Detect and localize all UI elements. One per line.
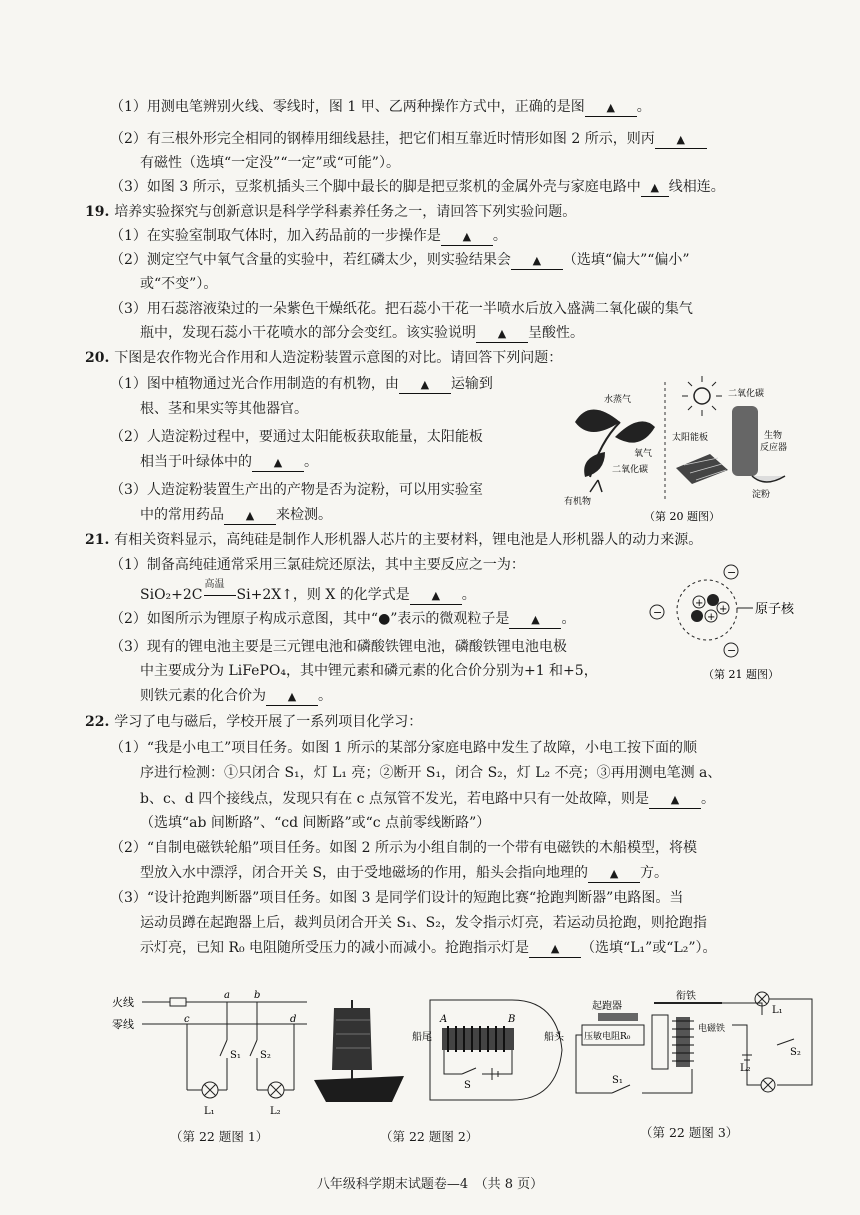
answer-blank[interactable]: ▲: [399, 376, 451, 394]
q22-figure2: [312, 990, 572, 1120]
point-b: b: [254, 990, 261, 1001]
q21-part2: [110, 609, 575, 629]
svg-text:−: −: [727, 566, 737, 579]
text: 来检测。: [276, 507, 332, 523]
text: （2）测定空气中氧气含量的实验中，若红磷太少，则实验结果会: [110, 252, 511, 268]
answer-blank[interactable]: ▲: [585, 99, 637, 117]
q20-part3: （3）人造淀粉装置生产出的产物是否为淀粉，可以用实验室: [110, 482, 483, 498]
answer-blank[interactable]: ▲: [441, 228, 493, 246]
text: 方。: [640, 865, 669, 881]
q19-part1: [110, 226, 507, 246]
text: 有相关资料显示，高纯硅是制作人形机器人芯片的主要材料，锂电池是人形机器人的动力来源。: [114, 532, 703, 548]
q19-part3-cont: [140, 323, 584, 343]
label-armature: 衔铁: [676, 991, 696, 1002]
answer-blank[interactable]: ▲: [655, 131, 707, 149]
q22-figure1: [112, 990, 312, 1120]
text: 培养实验探究与创新意识是科学学科素养任务之一，请回答下列实验问题。: [114, 204, 577, 220]
answer-blank[interactable]: ▲: [476, 325, 528, 343]
q22-part1: （1）“我是小电工”项目任务。如图 1 所示的某部分家庭电路中发生了故障，小电工按下面的顺: [110, 740, 698, 756]
label-nucleus: 原子核: [755, 602, 795, 617]
label-water-vapor: 水蒸气: [604, 395, 632, 405]
text: （2）有三根外形完全相同的钢棒用细线悬挂，把它们相互靠近时情形如图 2 所示，则丙: [110, 131, 655, 147]
figure-caption: （第 22 题图 1）: [170, 1129, 269, 1144]
q22-part1-cont: 序进行检测：①只闭合 S₁，灯 L₁ 亮；②断开 S₁，闭合 S₂，灯 L₂ 不亮；③再用测电笔测 a、: [140, 765, 722, 781]
point-c: c: [184, 1014, 190, 1025]
q19-part2: [110, 250, 690, 270]
svg-text:+: +: [707, 612, 716, 623]
switch-s2-label: S₂: [790, 1047, 801, 1058]
text: 运输到: [450, 376, 493, 392]
end-a: A: [440, 1014, 448, 1025]
lamp-l2-label: L₂: [740, 1063, 751, 1074]
question-number: 19.: [85, 204, 110, 220]
text: （2）如图所示为锂原子构成示意图，其中“●”表示的微观粒子是: [110, 611, 510, 627]
q21-part1: （1）制备高纯硅通常采用三氯硅烷还原法，其中主要反应之一为：: [110, 557, 525, 573]
equation-right: Si+2X↑，则 X 的化学式是: [236, 587, 410, 603]
text: 中的常用药品: [140, 507, 224, 523]
figure-caption: （第 22 题图 3）: [640, 1125, 739, 1140]
end-b: B: [508, 1014, 516, 1025]
q20-stem: [85, 348, 562, 368]
q18-part2-cont: 有磁性（选填“一定没”“一定”或“可能”）。: [140, 155, 400, 171]
q22-part2: （2）“自制电磁铁轮船”项目任务。如图 2 所示为小组自制的一个带有电磁铁的木船模型，将模: [110, 840, 698, 856]
text: 下图是农作物光合作用和人造淀粉装置示意图的对比。请回答下列问题：: [114, 350, 563, 366]
page-footer: 八年级科学期末试题卷—4 （共 8 页）: [316, 1177, 544, 1192]
switch-s-label: S: [464, 1080, 471, 1091]
lamp-l2-label: L₂: [270, 1106, 281, 1117]
answer-blank[interactable]: ▲: [641, 179, 669, 197]
label-bio2: 反应器: [760, 443, 788, 453]
svg-text:+: +: [695, 598, 704, 609]
text: 。: [636, 99, 651, 115]
text: （1）在实验室制取气体时，加入药品前的一步操作是: [110, 228, 441, 244]
text: （1）用测电笔辨别火线、零线时，图 1 甲、乙两种操作方式中，正确的是图: [110, 99, 585, 115]
label-starter: 起跑器: [592, 1001, 622, 1012]
answer-blank[interactable]: ▲: [588, 865, 640, 883]
label-organic: 有机物: [564, 497, 592, 507]
switch-s1-label: S₁: [230, 1050, 241, 1061]
q22-part2-cont: [140, 863, 668, 883]
answer-blank[interactable]: ▲: [649, 791, 701, 809]
text: 学习了电与磁后，学校开展了一系列项目化学习：: [114, 714, 423, 730]
answer-blank[interactable]: ▲: [511, 252, 563, 270]
condition-text: 高温: [204, 579, 225, 590]
figure-caption: （第 20 题图）: [644, 510, 720, 522]
q20-figure: [560, 372, 800, 522]
lamp-l1-label: L₁: [772, 1005, 783, 1016]
text: （选填“偏大”“偏小”: [562, 252, 690, 268]
q22-figure3: [572, 985, 822, 1115]
q21-equation: [140, 579, 476, 605]
q21-atom-figure: [645, 560, 825, 690]
q18-part1: [110, 97, 651, 117]
label-resistor: 压敏电阻R₀: [584, 1032, 631, 1042]
label-electromagnet: 电磁铁: [698, 1024, 726, 1034]
question-number: 21.: [85, 532, 110, 548]
q20-part1: [110, 374, 493, 394]
q18-part2: [110, 129, 707, 149]
svg-text:−: −: [727, 644, 737, 657]
figure-caption: （第 22 题图 2）: [380, 1129, 479, 1144]
svg-text:−: −: [653, 606, 663, 619]
q21-stem: [85, 530, 702, 550]
svg-text:+: +: [719, 604, 728, 615]
label-solar-panel: 太阳能板: [672, 433, 709, 443]
label-neutral-wire: 零线: [112, 1018, 134, 1031]
q22-stem: [85, 712, 422, 732]
q22-part1-cont3: （选填“ab 间断路”、“cd 间断路”或“c 点前零线断路”）: [140, 815, 491, 831]
q22-part3-cont: 运动员蹲在起跑器上后，裁判员闭合开关 S₁、S₂，发令指示灯亮，若运动员抢跑，则抢跑指: [140, 915, 707, 931]
q20-part1-cont: 根、茎和果实等其他器官。: [140, 401, 308, 417]
text: 。: [492, 228, 507, 244]
reaction-condition: [203, 579, 237, 605]
text: （选填“L₁”或“L₂”）。: [581, 940, 717, 956]
q20-part2-cont: [140, 452, 318, 472]
label-starch: 淀粉: [752, 490, 771, 500]
question-number: 22.: [85, 714, 110, 730]
question-number: 20.: [85, 350, 110, 366]
lamp-l1-label: L₁: [204, 1106, 215, 1117]
text: 。: [561, 611, 576, 627]
q19-part3: （3）用石蕊溶液染过的一朵紫色干燥纸花。把石蕊小干花一半喷水后放入盛满二氧化碳的集气: [110, 301, 693, 317]
text: （3）如图 3 所示，豆浆机插头三个脚中最长的脚是把豆浆机的金属外壳与家庭电路中: [110, 179, 641, 195]
text: 瓶中，发现石蕊小干花喷水的部分会变红。该实验说明: [140, 325, 476, 341]
text: 相当于叶绿体中的: [140, 454, 252, 470]
text: 型放入水中漂浮，闭合开关 S，由于受地磁场的作用，船头会指向地理的: [140, 865, 589, 881]
answer-blank[interactable]: ▲: [266, 688, 318, 706]
answer-blank[interactable]: ▲: [529, 940, 581, 958]
text: 示灯亮，已知 R₀ 电阻随所受压力的减小而减小。抢跑指示灯是: [140, 940, 530, 956]
text: 呈酸性。: [528, 325, 584, 341]
label-live-wire: 火线: [112, 996, 134, 1009]
answer-blank[interactable]: ▲: [224, 507, 276, 525]
answer-blank[interactable]: ▲: [509, 611, 561, 629]
text: b、c、d 四个接线点，发现只有在 c 点氖管不发光，若电路中只有一处故障，则是: [140, 791, 649, 807]
label-stern: 船尾: [412, 1032, 432, 1043]
label-oxygen: 氧气: [634, 449, 653, 459]
text: 。: [318, 688, 332, 704]
q19-part2-cont: 或“不变”）。: [140, 276, 218, 292]
q20-part3-cont: [140, 505, 332, 525]
answer-blank[interactable]: ▲: [252, 454, 304, 472]
q22-part1-cont2: [140, 789, 715, 809]
q21-part3: （3）现有的锂电池主要是三元锂电池和磷酸铁锂电池，磷酸铁锂电池电极: [110, 639, 567, 655]
text: 。: [304, 454, 318, 470]
equation-left: SiO₂+2C: [140, 587, 203, 603]
label-co2-right: 二氧化碳: [728, 389, 765, 399]
q22-part3-cont2: [140, 938, 717, 958]
q20-part2: （2）人造淀粉过程中，要通过太阳能板获取能量，太阳能板: [110, 429, 483, 445]
text: 。: [461, 587, 476, 603]
point-a: a: [224, 990, 230, 1001]
q18-part3: [110, 177, 725, 197]
q21-part3-cont2: [140, 686, 332, 706]
q19-stem: [85, 202, 576, 222]
switch-s2-label: S₂: [260, 1050, 271, 1061]
label-bow: 船头: [544, 1032, 564, 1043]
figure-caption: （第 21 题图）: [703, 668, 779, 681]
text: 则铁元素的化合价为: [140, 688, 266, 704]
label-co2-left: 二氧化碳: [612, 465, 649, 475]
text: 线相连。: [668, 179, 725, 195]
text: （1）图中植物通过光合作用制造的有机物，由: [110, 376, 399, 392]
switch-s1-label: S₁: [612, 1075, 623, 1086]
q21-part3-cont: 中主要成分为 LiFePO₄，其中锂元素和磷元素的化合价分别为+1 和+5，: [140, 663, 598, 679]
answer-blank[interactable]: ▲: [410, 587, 462, 605]
q22-part3: （3）“设计抢跑判断器”项目任务。如图 3 是同学们设计的短跑比赛“抢跑判断器”电路图。当: [110, 890, 684, 906]
point-d: d: [290, 1014, 297, 1025]
text: 。: [700, 791, 715, 807]
label-bio1: 生物: [764, 431, 783, 441]
